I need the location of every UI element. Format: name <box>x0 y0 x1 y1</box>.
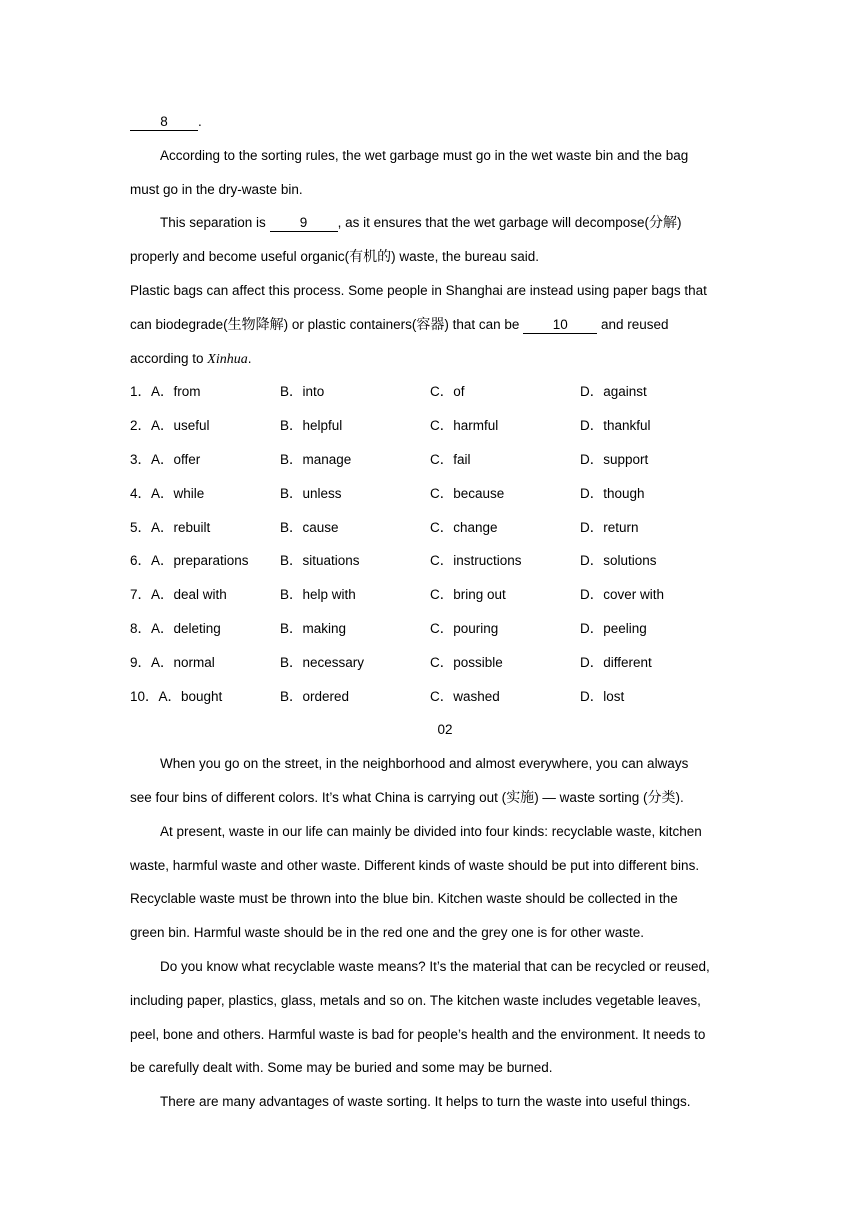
option-a: 8．A．deleting <box>130 621 221 636</box>
section-number: 02 <box>437 722 453 737</box>
paragraph-line <box>130 349 252 370</box>
paragraph-line: According to the sorting rules, the wet garbage must go in the wet waste bin and the bag <box>160 148 689 163</box>
option-b: B．necessary <box>280 655 365 670</box>
option-c: C．possible <box>430 655 503 670</box>
option-d: D．thankful <box>580 418 651 433</box>
text-run: This separation is <box>160 215 270 230</box>
paragraph-line: Plastic bags can affect this process. Some people in Shanghai are instead using paper bags that <box>130 283 707 298</box>
option-d: D．lost <box>580 689 625 704</box>
option-row-7 <box>130 585 730 605</box>
option-row-4 <box>130 484 730 504</box>
text-run: , as it ensures that the wet garbage will decompose( <box>337 215 649 230</box>
option-row-1 <box>130 382 730 402</box>
text-run: ) — waste sorting ( <box>534 790 648 805</box>
paragraph-line: green bin. Harmful waste should be in the red one and the grey one is for other waste. <box>130 925 645 940</box>
chinese-gloss: 分解 <box>648 216 677 231</box>
option-d: D．cover with <box>580 587 665 602</box>
option-b: B．cause <box>280 520 339 535</box>
option-a: 5．A．rebuilt <box>130 520 211 535</box>
option-d: D．support <box>580 452 649 467</box>
text-run: properly and become useful organic( <box>130 249 350 264</box>
option-a: 3．A．offer <box>130 452 201 467</box>
option-b: B．making <box>280 621 347 636</box>
option-d: D．peeling <box>580 621 647 636</box>
option-a: 9．A．normal <box>130 655 215 670</box>
chinese-gloss: 生物降解 <box>227 318 284 333</box>
paragraph-line <box>160 213 681 234</box>
option-c: C．pouring <box>430 621 499 636</box>
option-row-10 <box>130 687 730 707</box>
option-b: B．into <box>280 384 325 399</box>
blank-8-line <box>130 112 202 132</box>
option-a: 10．A．bought <box>130 689 223 704</box>
option-b: B．situations <box>280 553 360 568</box>
chinese-gloss: 有机的 <box>349 250 392 265</box>
option-c: C．because <box>430 486 505 501</box>
option-b: B．unless <box>280 486 342 501</box>
paragraph-line: There are many advantages of waste sorting. It helps to turn the waste into useful things. <box>160 1094 691 1109</box>
chinese-gloss: 实施 <box>506 791 535 806</box>
source-name: Xinhua <box>207 352 248 367</box>
paragraph-line: At present, waste in our life can mainly be divided into four kinds: recyclable waste, kitchen <box>160 824 702 839</box>
option-c: C．bring out <box>430 587 506 602</box>
chinese-gloss: 容器 <box>416 318 445 333</box>
paragraph-line: When you go on the street, in the neighborhood and almost everywhere, you can always <box>160 756 689 771</box>
text-run: . <box>247 351 252 366</box>
text-run: ) <box>676 215 682 230</box>
option-b: B．helpful <box>280 418 343 433</box>
option-row-9 <box>130 653 730 673</box>
option-d: D．different <box>580 655 652 670</box>
option-d: D．though <box>580 486 645 501</box>
text-run: and reused <box>597 317 669 332</box>
paragraph-line: peel, bone and others. Harmful waste is bad for people’s health and the environment. It needs to <box>130 1027 706 1042</box>
paragraph-line <box>130 788 684 809</box>
text-run: ) or plastic containers( <box>283 317 417 332</box>
option-c: C．harmful <box>430 418 499 433</box>
option-b: B．help with <box>280 587 356 602</box>
option-row-5 <box>130 518 730 538</box>
option-d: D．against <box>580 384 647 399</box>
paragraph-line: Recyclable waste must be thrown into the blue bin. Kitchen waste should be collected in the <box>130 891 678 906</box>
option-c: C．washed <box>430 689 500 704</box>
option-a: 2．A．useful <box>130 418 210 433</box>
text-run: see four bins of different colors. It’s what China is carrying out ( <box>130 790 507 805</box>
paragraph-line: must go in the dry-waste bin. <box>130 182 303 197</box>
blank-8: 8 <box>130 114 198 131</box>
text-run: ) waste, the bureau said. <box>391 249 539 264</box>
option-d: D．solutions <box>580 553 657 568</box>
blank-8-end: . <box>198 114 202 129</box>
text-run: ). <box>675 790 684 805</box>
paragraph-line: be carefully dealt with. Some may be buried and some may be burned. <box>130 1060 553 1075</box>
option-c: C．fail <box>430 452 471 467</box>
option-row-2 <box>130 416 730 436</box>
paragraph-line: waste, harmful waste and other waste. Different kinds of waste should be put into different bins. <box>130 858 700 873</box>
option-row-6 <box>130 551 730 571</box>
option-a: 4．A．while <box>130 486 205 501</box>
paragraph-line <box>130 315 669 336</box>
text-run: ) that can be <box>444 317 524 332</box>
option-d: D．return <box>580 520 639 535</box>
option-row-8 <box>130 619 730 639</box>
blank-10: 10 <box>523 317 597 334</box>
option-row-3 <box>130 450 730 470</box>
option-a: 6．A．preparations <box>130 553 249 568</box>
option-a: 7．A．deal with <box>130 587 227 602</box>
paragraph-line: Do you know what recyclable waste means? It’s the material that can be recycled or reused, <box>160 959 710 974</box>
paragraph-line: including paper, plastics, glass, metals and so on. The kitchen waste includes vegetable leaves, <box>130 993 701 1008</box>
blank-9: 9 <box>270 215 338 232</box>
paragraph-line <box>130 247 539 268</box>
text-run: according to <box>130 351 208 366</box>
option-b: B．ordered <box>280 689 350 704</box>
option-a: 1．A．from <box>130 384 201 399</box>
option-c: C．of <box>430 384 465 399</box>
text-run: can biodegrade( <box>130 317 228 332</box>
chinese-gloss: 分类 <box>647 791 676 806</box>
option-c: C．instructions <box>430 553 522 568</box>
option-b: B．manage <box>280 452 352 467</box>
option-c: C．change <box>430 520 498 535</box>
